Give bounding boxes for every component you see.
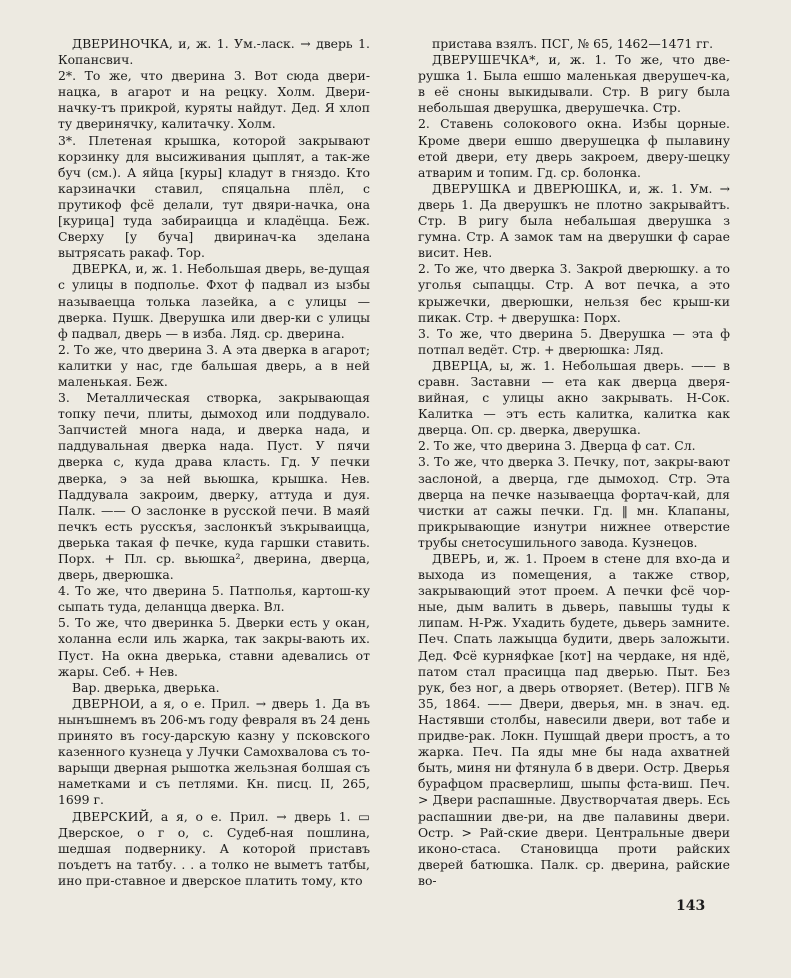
continued-quote: пристава взялъ. ПСГ, № 65, 1462—1471 гг. — [432, 36, 714, 51]
page-number: 143 — [676, 898, 706, 914]
entry-dverushka: ДВЕРУШКА и ДВЕРЮШКА, и, ж. 1. Ум. → дверь 1. Да дверушкъ не плотно закрывайтъ. Стр. В ригу была небальшая дверушка з гумна. Стр. А замок там на дверушки ф сарае висит. Нев. — [418, 180, 730, 261]
sense-paragraph: 4. То же, что дверина 5. Патполья, картош-ку сыпать туда, деланцца дверка. Вл. — [58, 583, 370, 615]
sense-paragraph: 3. Металлическая створка, закрывающая топку печи, плиты, дымоход или поддувало. Запчистей многа нада, и дверка нада, и паддувальная дверка нада. Пуст. У пячи дверка с, куда драва класть. Гд. У печки дверка, э за ней вьюшка, крышка. Нев. Паддувала закроим, дверку, аттуда и дуя. Палк. —— О заслонке в русской печи. В маяй печкъ есть русскъя, заслонкъй зъкрываицца, дверька такая ф печке, куда гаршки ставить. Порх. + Пл. ср. вьюшка², дверина, дверца, дверь, дверюшка. — [58, 390, 370, 583]
entry-dvertsa: ДВЕРЦА, ы, ж. 1. Небольшая дверь. —— в сравн. Заставни — ета как дверца дверя-вийная, с улицы акно закрывать. Н-Сок. Калитка — этъ есть калитка, калитка как дверца. Оп. ср. дверка, дверушка. — [418, 357, 730, 438]
sense-paragraph: 3. То же, что дверка 3. Печку, пот, закры-вают заслоной, а дверца, где дымоход. Стр. Эта дверца на печке называецца фортач-кай, для чистки ат сажы печки. Гд. ‖ мн. Клапаны, прикрывающие изнутри нижнее отверстие трубы снетосушильного завода. Кузнецов. — [418, 454, 730, 550]
sense-paragraph: 5. То же, что дверинка 5. Дверки есть у окан, холанна если иль жарка, так закры-вають их. Пуст. На окна дверька, ставни адевались от жары. Себ. + Нев. — [58, 615, 370, 679]
entry-dvernoi: ДВЕРНОИ, а я, о е. Прил. → дверь 1. Да въ нынъшнемъ въ 206-мъ году февраля въ 24 день принято въ госу-дарскую казну у псковского казенного кузнеца у Лучки Самохвалова съ то-варыщи дверная рышотка жельзная болшая съ наметками и съ петлями. Кн. писц. II, 265, 1699 г. — [58, 695, 370, 808]
left-column — [58, 36, 370, 889]
entry-dverinochka: ДВЕРИНОЧКА, и, ж. 1. Ум.-ласк. → дверь 1. Копансвич. — [58, 36, 370, 68]
sense-paragraph: 2. То же, что дверина 3. Дверца ф сат. Сл. — [418, 438, 696, 454]
sense-paragraph: 2. То же, что дверина 3. А эта дверка в агарот; калитки у нас, где бальшая дверь, а в ней маленькая. Беж. — [58, 341, 370, 389]
sense-paragraph: 3. То же, что дверина 5. Дверушка — эта ф потпал ведёт. Стр. + дверюшка: Ляд. — [418, 325, 730, 357]
variants-line: Вар. дверька, дверька. — [72, 679, 220, 695]
sense-paragraph: 2*. То же, что дверина 3. Вот сюда двери-нацка, в агарот и на рецку. Холм. Двери-начку-тъ прикрой, куряты найдут. Дед. Я хлоп ту дверинячку, калитачку. Холм. — [58, 68, 370, 132]
entry-dverushechka: ДВЕРУШЕЧКА*, и, ж. 1. То же, что две-рушка 1. Была ешшо маленькая дверушеч-ка, в её сноны выкидывали. Стр. В ригу была небольшая дверушка, дверушечка. Стр. — [418, 52, 730, 116]
entry-dverskii: ДВЕРСКИЙ, а я, о е. Прил. → дверь 1. ▭ Дверское, о г о, с. Судеб-ная пошлина, шедшая подвернику. А которой приставъ поъдетъ на татбу. . . а толко не выметъ татбы, ино при-ставное и дверское платить тому, кто — [58, 808, 370, 888]
right-column — [418, 36, 730, 889]
sense-paragraph: 2. То же, что дверка 3. Закрой дверюшку. а то уголья сыпаццы. Стр. А вот печка, а это крыжечки, дверюшки, нельзя бес крыш-ки пикак. Стр. + дверушка: Порх. — [418, 261, 730, 325]
sense-paragraph: 3*. Плетеная крышка, которой закрывают корзинку для высиживания цыплят, а так-же буч (см.). А яйца [куры] кладут в гняздо. Кто карзиначки ставил, спяцальна плёл, с прутикоф фсё делали, тут двяри-начка, она [курица] туда забираицца и кладёцца. Беж. Сверху [у буча] двиринач-ка зделана вытрясать ракаф. Тор. — [58, 132, 370, 261]
sense-paragraph: 2. Ставень солокового окна. Избы цорные. Кроме двери ешшо дверушецка ф пылавину етой двери, ету дверь закроем, дверу-шецку атварим и топим. Гд. ср. болонка. — [418, 116, 730, 180]
entry-dverka: ДВЕРКА, и, ж. 1. Небольшая дверь, ве-дущая с улицы в подполье. Фхот ф падвал из ызбы называецца толька лазейка, а с улицы — дверка. Пушк. Дверушка или двер-ки с улицы ф падвал, дверь — в изба. Ляд. ср. дверина. — [58, 261, 370, 341]
entry-dver: ДВЕРЬ, и, ж. 1. Проем в стене для вхо-да и выхода из помещения, а также створ, закрывающий этот проем. А печки фсё чор-ные, дым валить в дьверь, павышы туды к липам. Н-Рж. Ухадить будете, дьверь замните. Печ. Спать лажыцца будити, дверь заложыти. Дед. Фсё курняфкае [кот] на чердаке, ня ндё, патом стал прасицца пад дверью. Пыт. Без рук, без ног, а дверь отворяет. (Ветер). ПГВ № 35, 1864. —— Двери, дверья, мн. в знач. ед. Настявши столбы, навесили двери, вот табе и придве-рак. Локн. Пушщай двери простъ, а то жарка. Печ. Па яды мне бы нада ахватней быть, миня ни фтянула б в двери. Остр. Дверья бурафцом прасверлиш, шыпы фста-виш. Печ. > Двери распашные. Двустворчатая дверь. Есь распашнии две-ри, на две палавины двери. Остр. > Рай-ские двери. Центральные двери иконо-стаса. Становицца проти райских дверей батюшка. Палк. ср. дверина, райские во- — [418, 551, 730, 888]
